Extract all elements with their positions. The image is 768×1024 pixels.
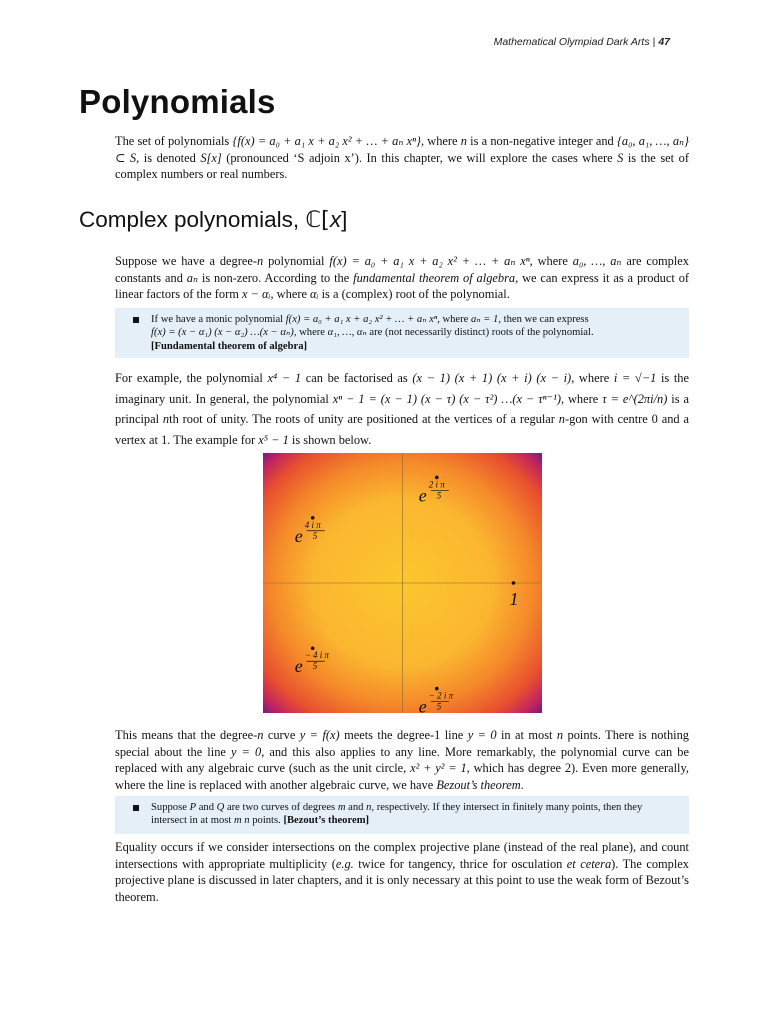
para4-eg: e.g.	[335, 856, 354, 871]
para2-ngon: n	[558, 412, 565, 427]
intro-set-expr: {f(x) = a₀ + a₁ x + a₂ x² + … + aₙ xⁿ}	[232, 134, 421, 148]
para2-text-9: is shown below.	[288, 432, 372, 447]
para2-factors: (x − 1) (x + 1) (x + i) (x − i)	[412, 371, 572, 385]
root-label-base: e	[418, 485, 427, 506]
root-label-base: e	[294, 656, 303, 677]
section-title-text: Complex polynomials,	[79, 207, 306, 232]
para3-text-2: curve	[263, 728, 300, 742]
root-label-base: 1	[509, 589, 519, 609]
intro-coeffs: {a₀, a₁, …, aₙ} ⊂ S	[115, 134, 690, 165]
para3-line2: y = 0	[230, 744, 262, 759]
para2-text-3: , where	[571, 371, 614, 385]
para1-fta: fundamental theorem of algebra	[353, 270, 516, 285]
intro-text-6: is the set of complex numbers or real numbers.	[115, 150, 689, 182]
root-point	[512, 581, 516, 585]
box2-m: m	[337, 802, 346, 813]
theorem-label-fundamental: [Fundamental theorem of algebra]	[151, 340, 308, 352]
para1-text-4: are complex constants and	[115, 254, 689, 285]
section-title-cx: ℂ[	[305, 207, 330, 233]
box2-text-4: and	[345, 802, 367, 813]
para2-text-1: For example, the polynomial	[115, 371, 268, 385]
intro-s: S	[617, 150, 624, 165]
intro-n: n	[460, 134, 467, 148]
para1-factor: x − αᵢ	[241, 287, 271, 302]
chapter-title: Polynomials	[79, 83, 276, 120]
box1-line-1	[151, 313, 679, 326]
box1-poly: f(x) = a₀ + a₁ x + a₂ x² + … + aₙ xⁿ	[285, 314, 438, 325]
para3-text-5: points. There is nothing special about the line	[115, 728, 689, 759]
para1-an: aₙ	[186, 270, 199, 285]
para4-text-1: Equality occurs if we consider intersections on the complex projective plane (instead of the real plane), and count intersections with appropriate multiplicity (	[115, 840, 689, 871]
box1-line-2	[151, 326, 679, 339]
para1-text-3: , where	[529, 254, 573, 268]
para1-text-1: Suppose we have a degree-	[115, 254, 257, 268]
box2-text-1: Suppose	[151, 802, 190, 813]
theorem-box-bezout	[115, 796, 689, 834]
para3-text-1: This means that the degree-	[115, 728, 258, 742]
para2-general: xⁿ − 1 = (x − 1) (x − τ) (x − τ²) …(x − τⁿ⁻¹)	[332, 391, 561, 406]
box1-text-3: , then we can express	[498, 314, 589, 325]
section-title-x: x	[329, 207, 342, 232]
para3-bezout: Bezout’s theorem	[436, 777, 521, 792]
paragraph-projective-plane	[115, 839, 689, 905]
para4-text-3: ). The complex projective plane is discussed in later chapters, and it is only necessary at this point to use the weak form of Bezout’s theorem.	[115, 856, 689, 904]
para2-tau: τ = e^(2πi/n)	[602, 391, 668, 406]
box2-q: Q	[216, 802, 225, 813]
para4-etc: et cetera	[566, 856, 612, 871]
para3-circle: x² + y² = 1	[410, 761, 467, 776]
para2-poly: x⁴ − 1	[267, 371, 302, 385]
para3-text-8: .	[520, 777, 524, 792]
box1-line-3	[151, 340, 679, 353]
para1-coeffs: a₀, …, aₙ	[572, 254, 622, 268]
para2-text-2: can be factorised as	[301, 371, 413, 385]
para3-text-4: in at most	[496, 728, 557, 742]
root-label-exponent-denominator: 5	[312, 530, 318, 541]
box1-text-2: , where	[437, 314, 472, 325]
para1-text-8: is a (complex) root of the polynomial.	[318, 287, 510, 302]
root-label-base: e	[294, 525, 303, 546]
para1-n: n	[256, 254, 264, 268]
box2-p: P	[189, 802, 197, 813]
box2-text-6: points.	[249, 815, 284, 827]
box1-text-4: , where	[293, 327, 328, 339]
para2-example: x⁵ − 1	[258, 432, 289, 447]
running-head	[494, 36, 670, 48]
box2-text-5: , respectively. If they intersect in finitely many points, then they intersect in at most	[151, 802, 643, 827]
bullet-square-icon	[133, 805, 139, 811]
book-title: Mathematical Olympiad Dark Arts	[493, 36, 650, 48]
intro-text-2: , where	[420, 134, 461, 148]
para1-poly: f(x) = a₀ + a₁ x + a₂ x² + … + aₙ xⁿ	[329, 254, 530, 268]
root-label-exponent-numerator: 4 i π	[304, 519, 321, 530]
box1-roots: α₁, …, αₙ	[327, 327, 367, 339]
box1-text-5: are (not necessarily distinct) roots of the polynomial.	[366, 327, 594, 339]
intro-paragraph	[115, 133, 689, 183]
bullet-square-icon	[133, 317, 139, 323]
root-label-exponent-numerator: 2 i π	[428, 479, 445, 490]
para2-nth: n	[162, 412, 170, 427]
intro-text-1: The set of polynomials	[115, 134, 230, 148]
para3-curve: y = f(x)	[299, 728, 340, 742]
paragraph-intersections	[115, 727, 689, 793]
para3-text-7: , which has degree 2). Even more generally, where the line is replaced with another algebraic curve, we have	[115, 761, 689, 792]
section-title	[79, 207, 347, 233]
para3-n: n	[257, 728, 264, 742]
box1-factor-expr: f(x) = (x − α₁) (x − α₂) …(x − αₙ)	[151, 327, 294, 339]
intro-text-4: , is denoted	[136, 150, 201, 165]
para1-text-7: , where	[270, 287, 311, 302]
intro-text-5: (pronounced ‘S adjoin x’). In this chapter, we will explore the cases where	[221, 150, 618, 165]
para1-text-2: polynomial	[263, 254, 330, 268]
para1-alpha: αᵢ	[310, 287, 319, 302]
root-label-exponent-numerator: − 4 i π	[304, 650, 330, 661]
para3-text-6: , and this also applies to any line. More remarkably, the polynomial curve can be replaced with any algebraic curve (such as the unit circle,	[115, 744, 689, 776]
para2-text-5: , where	[560, 391, 603, 406]
para3-text-3: meets the degree-1 line	[339, 728, 468, 742]
box2-text-2: and	[196, 802, 217, 813]
para3-n2: n	[556, 728, 564, 742]
para2-text-4: is the imaginary unit. In general, the polynomial	[115, 371, 689, 406]
root-label-base: e	[418, 696, 427, 713]
page-number: 47	[658, 36, 670, 48]
para2-text-6: is a principal	[115, 391, 689, 427]
running-head-separator: |	[652, 36, 656, 48]
para2-text-8: -gon with centre 0 and a vertex at 1. The example for	[115, 412, 689, 447]
intro-text-3: is a non-negative integer and	[466, 134, 614, 148]
roots-of-unity-figure	[263, 453, 542, 713]
para2-i-def: i = √−1	[613, 371, 657, 385]
root-label-exponent-numerator: − 2 i π	[428, 690, 454, 701]
paragraph-degree-n	[115, 253, 689, 303]
para1-text-6: , we can express it as a product of linear factors of the form	[115, 270, 690, 302]
theorem-box-fundamental	[115, 308, 689, 358]
intro-sx: S[x]	[200, 150, 222, 165]
para4-text-2: twice for tangency, thrice for osculation	[353, 856, 567, 871]
para3-line: y = 0	[467, 728, 497, 742]
paragraph-roots-of-unity	[115, 368, 689, 450]
box2-n: n	[366, 802, 372, 813]
root-label-exponent-denominator: 5	[312, 661, 318, 672]
theorem-label-bezout: [Bezout’s theorem]	[283, 815, 370, 827]
box2-text-3: are two curves of degrees	[224, 802, 338, 813]
root-label-exponent-denominator: 5	[436, 490, 442, 501]
root-label-exponent-denominator: 5	[436, 701, 442, 712]
section-title-close: ]	[341, 207, 348, 232]
box2-mn: m n	[233, 815, 250, 827]
para1-text-5: is non-zero. According to the	[198, 270, 354, 285]
box1-an: aₙ = 1	[471, 314, 499, 325]
para2-text-7: th root of unity. The roots of unity are positioned at the vertices of a regular	[169, 412, 559, 427]
box1-text-1: If we have a monic polynomial	[151, 314, 286, 325]
